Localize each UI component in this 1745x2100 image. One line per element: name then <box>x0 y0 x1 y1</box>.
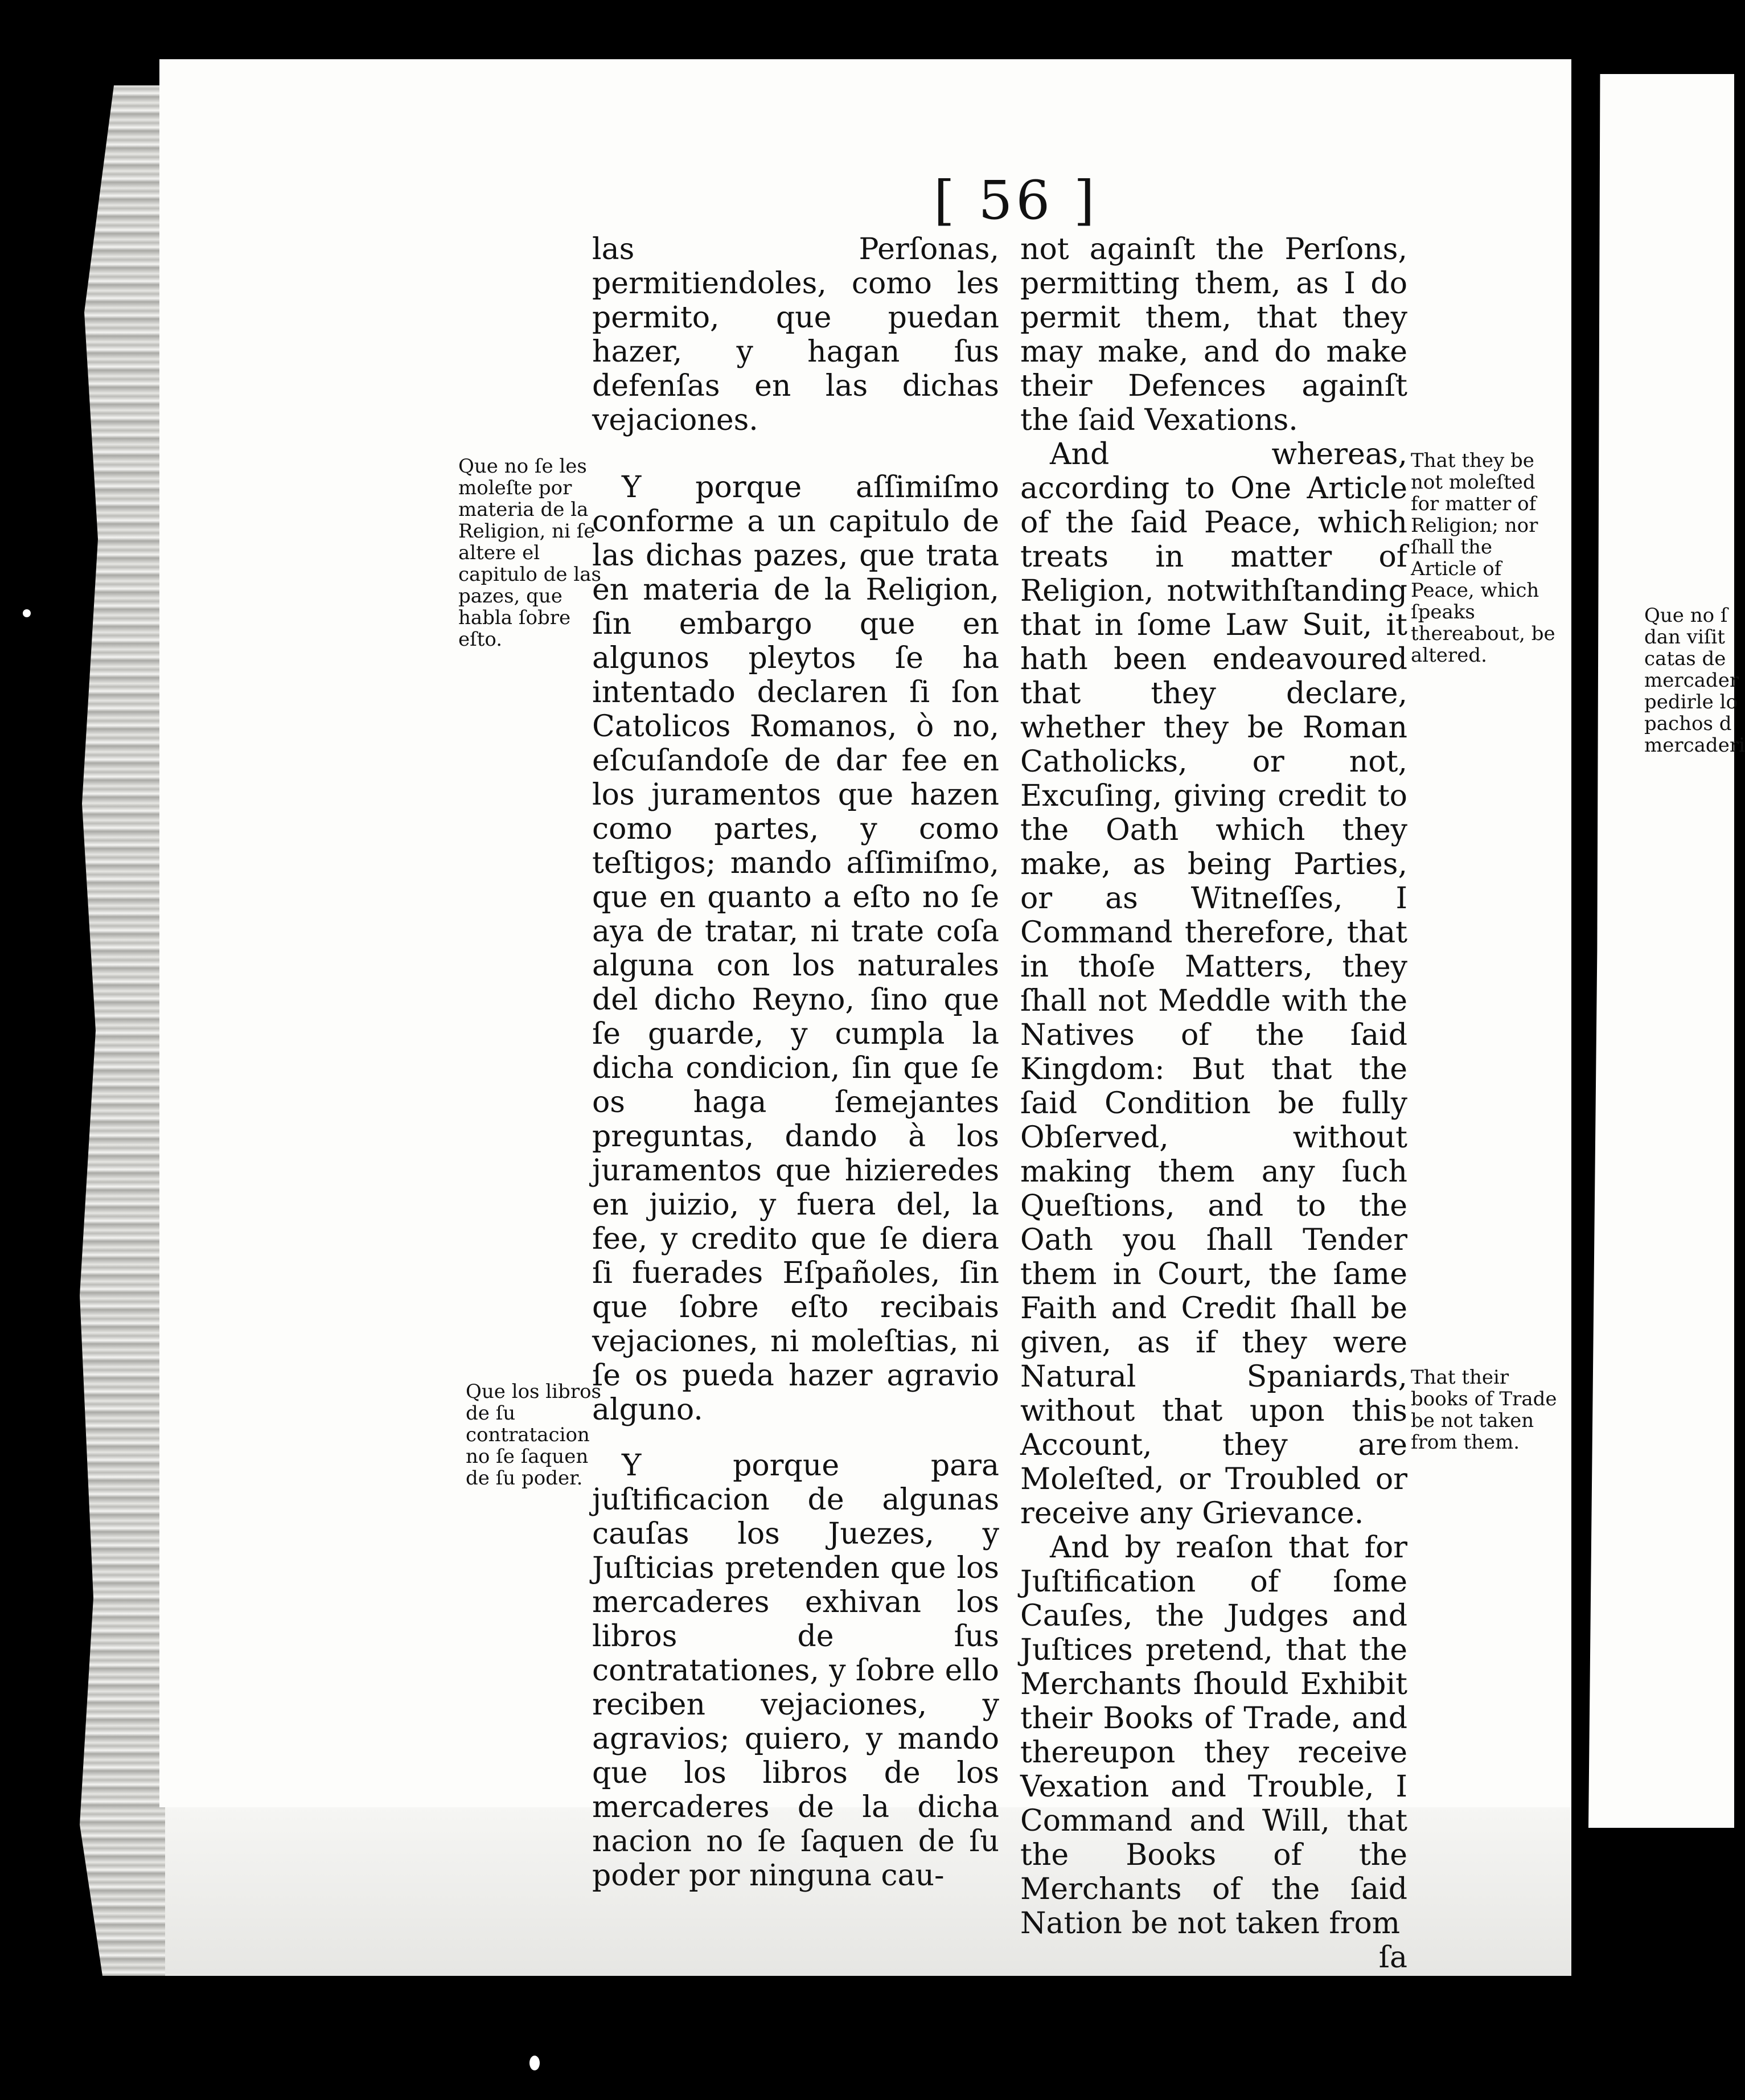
scan-speck <box>23 609 31 617</box>
spanish-column <box>592 232 999 1893</box>
adjacent-page-margin-note <box>1644 604 1745 757</box>
spanish-paragraph-1: las Perſonas, permitiendoles, como les permito, que puedan hazer, y hagan ſus defenſas en las dichas vejaciones. <box>592 232 999 437</box>
adjacent-note-line: pedirle lo <box>1644 691 1738 713</box>
spanish-margin-note-books: Que los libros de ſu contratacion no ſe ſaquen de ſu poder. <box>466 1380 601 1490</box>
english-column <box>1020 232 1407 1975</box>
spanish-paragraph-3: Y porque para juſtificacion de algunas cauſas los Juezes, y Juſticias pretenden que los mercaderes exhivan los libros de ſus contratationes, y ſobre ello reciben vejaciones, y agravios; quiero, y mando que los libros de los mercaderes de la dicha nacion no ſe ſaquen de ſu poder por ninguna cau- <box>592 1449 999 1893</box>
spanish-margin-note-religion: Que no ſe les moleſte por materia de la Religion, ni ſe altere el capitulo de las pazes, que habla ſobre eſto. <box>458 455 601 651</box>
page-number: [ 56 ] <box>934 170 1098 232</box>
spanish-paragraph-2: Y porque aſſimiſmo conforme a un capitulo de las dichas pazes, que trata en materia de la Religion, ſin embargo que en algunos pleytos ſe ha intentado declaren ſi ſon Catolicos Romanos, ò no, eſcuſandoſe de dar fee en los juramentos que hazen como partes, y como teſtigos; mando aſſimiſmo, que en quanto a eſto no ſe aya de tratar, ni trate coſa alguna con los naturales del dicho Reyno, ſino que ſe guarde, y cumpla la dicha condicion, ſin que ſe os haga ſemejantes preguntas, dando à los juramentos que hizieredes en juizio, y fuera del, la fee, y credito que ſe diera ſi fuerades Eſpañoles, ſin que ſobre eſto recibais vejaciones, ni moleſtias, ni ſe os pueda hazer agravio alguno. <box>592 470 999 1427</box>
english-paragraph-3: And by reaſon that for Juſtification of ſome Cauſes, the Judges and Juſtices pretend, that the Merchants ſhould Exhibit their Books of Trade, and thereupon they receive Vexation and Trouble, I Command and Will, that the Books of the Merchants of the ſaid Nation be not taken from <box>1020 1531 1407 1941</box>
adjacent-note-line: dan viſit <box>1644 626 1725 649</box>
english-margin-note-religion: That they be not moleſted for matter of Religion; nor ſhall the Article of Peace, which ſpeaks thereabout, be altered. <box>1411 449 1555 667</box>
english-paragraph-1: not againſt the Perſons, permitting them, as I do permit them, that they may make, and do make their Defences againſt the ſaid Vexations. <box>1020 232 1407 437</box>
english-margin-note-books: That their books of Trade be not taken from them. <box>1411 1366 1557 1454</box>
adjacent-page <box>1588 74 1745 1828</box>
english-catchword: ſa <box>1378 1941 1407 1975</box>
adjacent-note-line: mercaderi <box>1644 734 1745 757</box>
adjacent-note-line: mercader <box>1644 669 1739 692</box>
scan-speck <box>529 2056 540 2070</box>
adjacent-note-line: Que no ſ <box>1644 604 1728 627</box>
english-paragraph-2: And whereas, according to One Article of the ſaid Peace, which treats in matter of Religion, notwithſtanding that in ſome Law Suit, it hath been endeavoured that they declare, whether they be Roman Catholicks, or not, Excuſing, giving credit to the Oath which they make, as being Parties, or as Witneſſes, I Command therefore, that in thoſe Matters, they ſhall not Meddle with the Natives of the ſaid Kingdom: But that the ſaid Condition be fully Obſerved, without making them any ſuch Queſtions, and to the Oath you ſhall Tender them in Court, the ſame Faith and Credit ſhall be given, as if they were Natural Spaniards, without that upon this Account, they are Moleſted, or Troubled or receive any Grievance. <box>1020 437 1407 1531</box>
adjacent-note-line: catas de <box>1644 647 1726 670</box>
adjacent-note-line: pachos d <box>1644 712 1732 735</box>
